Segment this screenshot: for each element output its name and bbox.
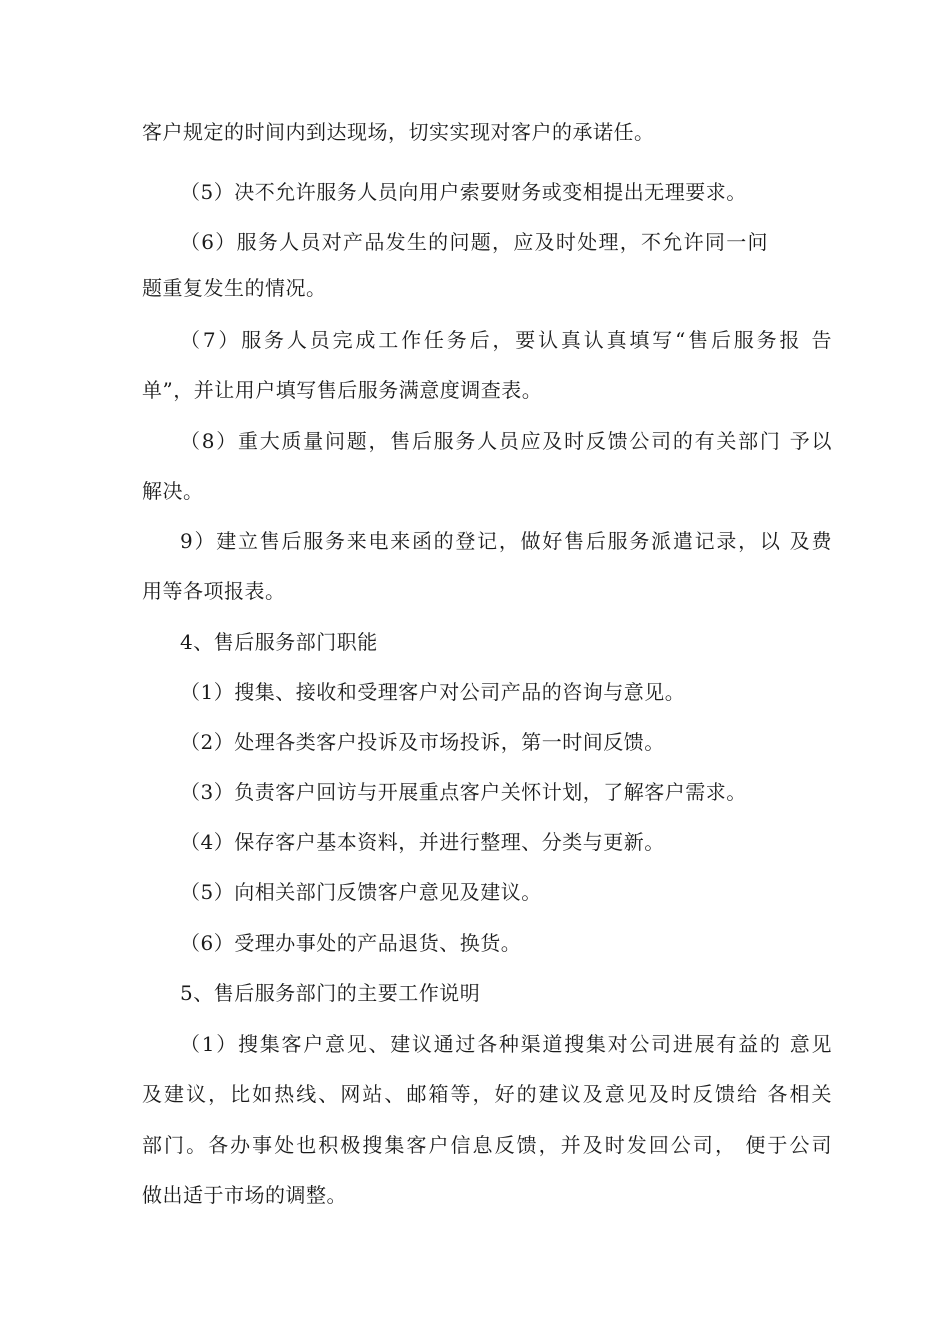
paragraph-line: （6）服务人员对产品发生的问题，应及时处理，不允许同一问: [180, 230, 768, 254]
paragraph-line: 部门。各办事处也积极搜集客户信息反馈，并及时发回公司， 便于公司: [142, 1133, 832, 1157]
paragraph-line: 9）建立售后服务来电来函的登记，做好售后服务派遣记录，以 及费: [180, 529, 832, 553]
paragraph-line: 及建议，比如热线、网站、邮箱等，好的建议及意见及时反馈给 各相关: [142, 1082, 832, 1106]
paragraph-line: 单”，并让用户填写售后服务满意度调查表。: [142, 378, 543, 402]
paragraph-line: 做出适于市场的调整。: [142, 1183, 347, 1207]
section-heading: 4、售后服务部门职能: [180, 630, 378, 654]
section-heading: 5、售后服务部门的主要工作说明: [180, 981, 481, 1005]
list-item: （4）保存客户基本资料，并进行整理、分类与更新。: [180, 830, 665, 854]
paragraph-line: 用等各项报表。: [142, 579, 286, 603]
paragraph-line: 解决。: [142, 479, 204, 503]
paragraph-line: （8）重大质量问题，售后服务人员应及时反馈公司的有关部门 予以: [180, 429, 832, 453]
paragraph-line: （1）搜集客户意见、建议通过各种渠道搜集对公司进展有益的 意见: [180, 1032, 832, 1056]
paragraph-line: 题重复发生的情况。: [142, 276, 327, 300]
paragraph-line: （7）服务人员完成工作任务后，要认真认真填写“售后服务报 告: [180, 328, 832, 352]
paragraph-line: （5）决不允许服务人员向用户索要财务或变相提出无理要求。: [180, 180, 747, 204]
list-item: （1）搜集、接收和受理客户对公司产品的咨询与意见。: [180, 680, 686, 704]
list-item: （6）受理办事处的产品退货、换货。: [180, 931, 522, 955]
list-item: （3）负责客户回访与开展重点客户关怀计划，了解客户需求。: [180, 780, 747, 804]
paragraph-line: 客户规定的时间内到达现场，切实实现对客户的承诺任。: [142, 120, 655, 144]
list-item: （2）处理各类客户投诉及市场投诉，第一时间反馈。: [180, 730, 665, 754]
list-item: （5）向相关部门反馈客户意见及建议。: [180, 880, 542, 904]
